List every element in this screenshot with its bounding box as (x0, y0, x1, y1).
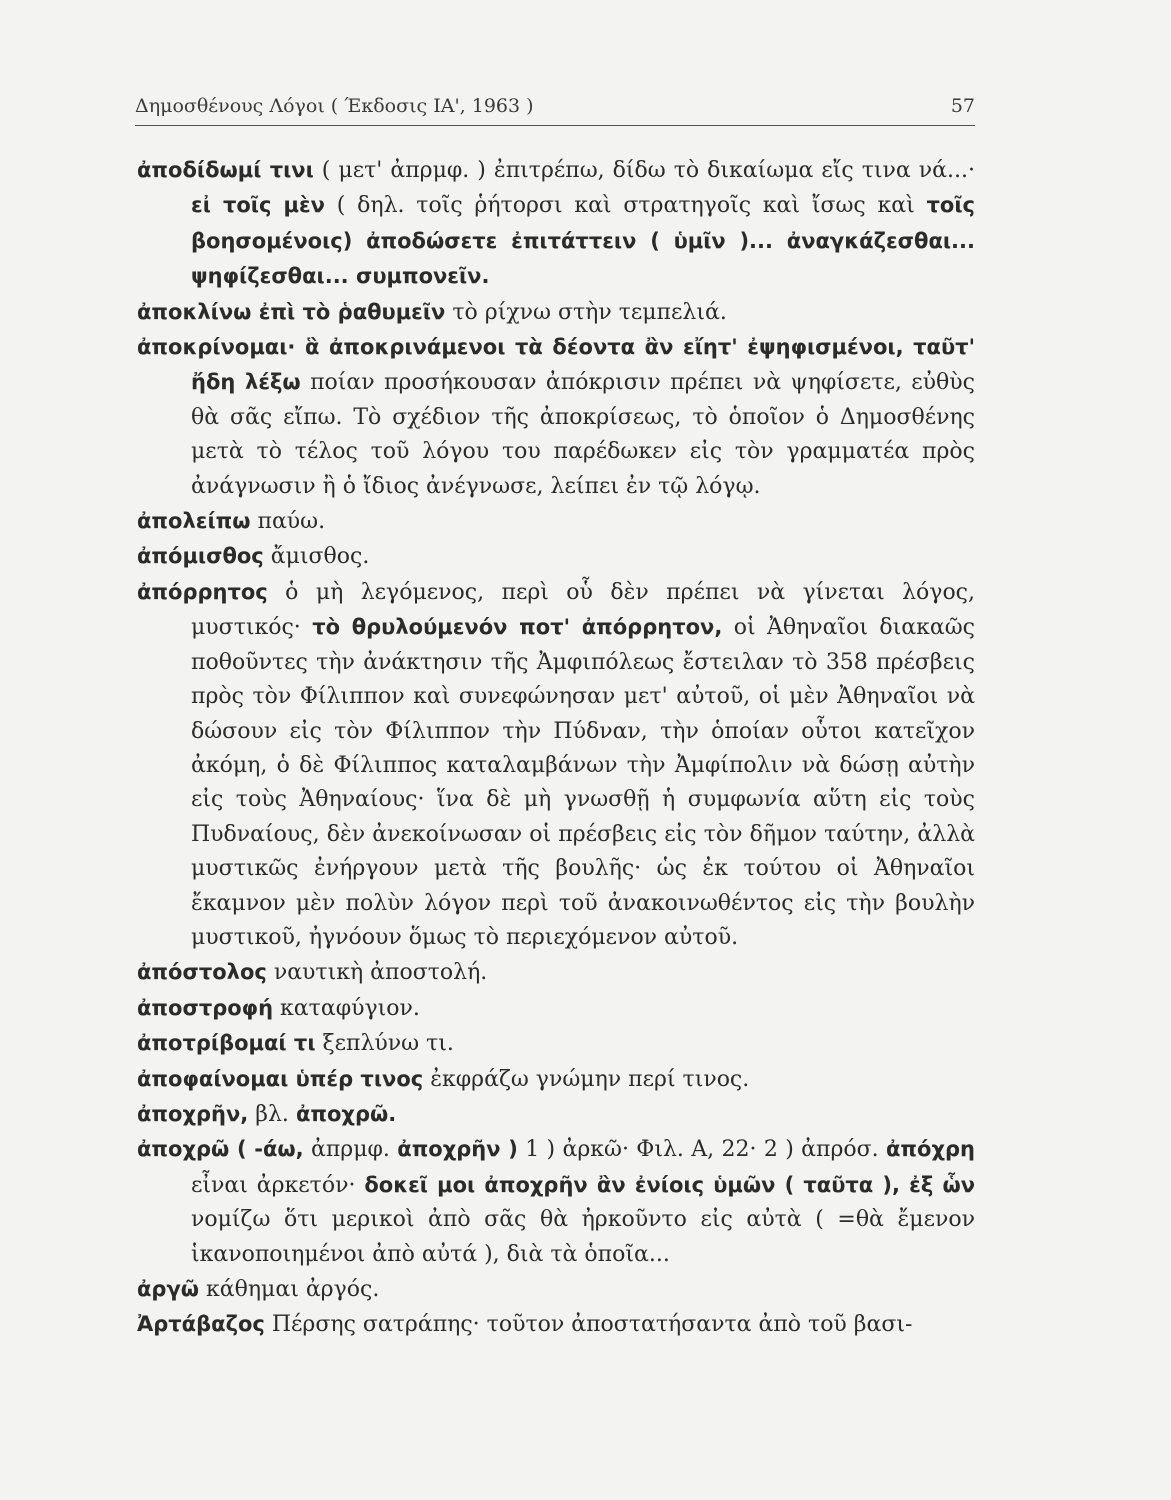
entry-lemma: ἀποχρῶ ( -άω, (137, 1137, 304, 1162)
entry-lemma: ἀπόστολος (137, 960, 267, 985)
entry-lemma: ἀποδίδωμί τινι (137, 158, 314, 182)
glossary-entry (137, 575, 975, 955)
entry-lemma: ἀπόρρητος (137, 579, 268, 604)
entry-definition: 1 ) ἀρκῶ· Φιλ. Α, 22· 2 ) ἀπρόσ. (517, 1137, 886, 1163)
glossary-entry (137, 1132, 975, 1272)
entry-bold-phrase: τὸ θρυλούμενόν ποτ' ἀπόρρητον, (312, 615, 723, 640)
entry-bold-phrase: ἀποχρῆν ) (397, 1137, 518, 1162)
entry-bold-phrase: δοκεῖ μοι ἀποχρῆν ἂν ἐνίοις ὑμῶν ( ταῦτα ), ἐξ ὧν (364, 1172, 976, 1197)
entry-definition: νομίζω ὅτι μερικοὶ ἀπὸ σᾶς θὰ ἠρκοῦντο εἰς αὐτὰ ( =θὰ ἔμενον ἱκανοποιημένοι ἀπὸ αὐτά ), διὰ τὰ ὁποῖα... (191, 1207, 975, 1267)
entry-definition: βλ. (248, 1101, 296, 1127)
glossary-entry (137, 539, 975, 574)
entry-definition: Πέρσης σατράπης· τοῦτον ἀποστατήσαντα ἀπὸ τοῦ βασι- (264, 1312, 913, 1338)
running-header (135, 93, 975, 126)
page-number: 57 (950, 95, 975, 117)
entry-lemma: Ἀρτάβαζος (137, 1312, 265, 1337)
entry-definition: ποίαν προσήκουσαν ἀπόκρισιν πρέπει νὰ ψηφίσετε, εὐθὺς θὰ σᾶς εἴπω. Τὸ σχέδιον τῆς ἀποκρίσεως, τὸ ὁποῖον ὁ Δημοσθένης μετὰ τὸ τέλος τοῦ λόγου του παρέδωκεν εἰς τὸν γραμματέα πρὸς ἀνάγνωσιν ἢ ὁ ἴδιος ἀνέγνωσε, λείπει ἐν τῷ λόγῳ. (191, 370, 975, 499)
entry-bold-phrase: ἀποχρῶ. (295, 1101, 397, 1126)
entry-definition: ἄμισθος. (263, 544, 370, 570)
entry-bold-phrase: τοῖς βοησομένοις) ἀποδώσετε ἐπιτάττειν ( ὑμῖν )... ἀναγκάζεσθαι... ψηφίζεσθαι... συμπονεῖν. (191, 193, 975, 289)
glossary-entry (137, 295, 975, 330)
entry-lemma: ἀποστροφή (137, 995, 274, 1020)
entry-lemma: ἀποκρίνομαι· ἃ ἀποκρινάμενοι τὰ δέοντα ἂν εἴητ' ἐψηφισμένοι, ταῦτ' ἤδη λέξω (137, 335, 975, 395)
entry-lemma: ἀπόμισθος (137, 544, 264, 569)
entry-definition: εἶναι ἀρκετόν· (191, 1172, 365, 1198)
entry-definition: καταφύγιον. (273, 995, 420, 1021)
glossary-entry (137, 330, 975, 504)
glossary-body (137, 153, 975, 1343)
glossary-entry (137, 153, 975, 295)
glossary-entry (137, 1097, 975, 1132)
glossary-entry (137, 1307, 975, 1342)
entry-bold-phrase: εἰ τοῖς μὲν (191, 193, 325, 218)
entry-definition: ( μετ' ἀπρμφ. ) ἐπιτρέπω, δίδω τὸ δικαίωμα εἴς τινα νά...· (313, 158, 975, 183)
entry-definition: ἀπρμφ. (303, 1137, 398, 1163)
glossary-entry (137, 955, 975, 990)
entry-lemma: ἀποχρῆν, (137, 1101, 249, 1126)
glossary-entry (137, 504, 975, 539)
glossary-entry (137, 991, 975, 1026)
glossary-entry (137, 1026, 975, 1061)
header-title: Δημοσθένους Λόγοι ( Έκδοσις ΙΑ', 1963 ) (135, 95, 534, 117)
glossary-entry (137, 1062, 975, 1097)
entry-definition: ὁ μὴ λεγόμενος, περὶ οὗ δὲν πρέπει νὰ γίνεται λόγος, μυστικός· (191, 579, 975, 641)
entry-bold-phrase: ἀπόχρη (885, 1137, 975, 1162)
entry-definition: ( δηλ. τοῖς ῥήτορσι καὶ στρατηγοῖς καὶ ἴσως καὶ (324, 193, 927, 219)
entry-definition: ἐκφράζω γνώμην περί τινος. (423, 1066, 750, 1092)
entry-definition: παύω. (250, 509, 326, 535)
entry-lemma: ἀποφαίνομαι ὑπέρ τινος (137, 1066, 424, 1091)
entry-definition: ναυτικὴ ἀποστολή. (266, 960, 488, 986)
entry-lemma: ἀργῶ (137, 1277, 200, 1301)
entry-lemma: ἀπολείπω (137, 509, 251, 534)
entry-definition: κάθημαι ἀργός. (199, 1277, 380, 1302)
entry-lemma: ἀποτρίβομαί τι (137, 1031, 316, 1056)
entry-definition: οἱ Ἀθηναῖοι διακαῶς ποθοῦντες τὴν ἀνάκτησιν τῆς Ἀμφιπόλεως ἔστειλαν τὸ 358 πρέσβεις πρὸς τὸν Φίλιππον καὶ συνεφώνησαν μετ' αὐτοῦ, οἱ μὲν Ἀθηναῖοι νὰ δώσουν εἰς τὸν Φίλιππον τὴν Πύδναν, τὴν ὁποίαν οὗτοι κατεῖχον ἀκόμη, ὁ δὲ Φίλιππος καταλαμβάνων τὴν Ἀμφίπολιν νὰ δώσῃ αὐτὴν εἰς τοὺς Ἀθηναίους· ἵνα δὲ μὴ γνωσθῇ ἡ συμφωνία αὕτη εἰς τοὺς Πυδναίους, δὲν ἀνεκοίνωσαν οἱ πρέσβεις εἰς τὸν δῆμον ταύτην, ἀλλὰ μυστικῶς ἐνήργουν μετὰ τῆς βουλῆς· ὡς ἐκ τούτου οἱ Ἀθηναῖοι ἔκαμνον μὲν πολὺν λόγον περὶ τοῦ ἀνακοινωθέντος εἰς τὴν βουλὴν μυστικοῦ, ἠγνόουν ὅμως τὸ περιεχόμενον αὐτοῦ. (191, 615, 975, 950)
glossary-entry (137, 1272, 975, 1307)
entry-definition: τὸ ρίχνω στὴν τεμπελιά. (445, 299, 727, 325)
entry-lemma: ἀποκλίνω ἐπὶ τὸ ῥαθυμεῖν (137, 299, 446, 324)
entry-definition: ξεπλύνω τι. (315, 1031, 454, 1057)
